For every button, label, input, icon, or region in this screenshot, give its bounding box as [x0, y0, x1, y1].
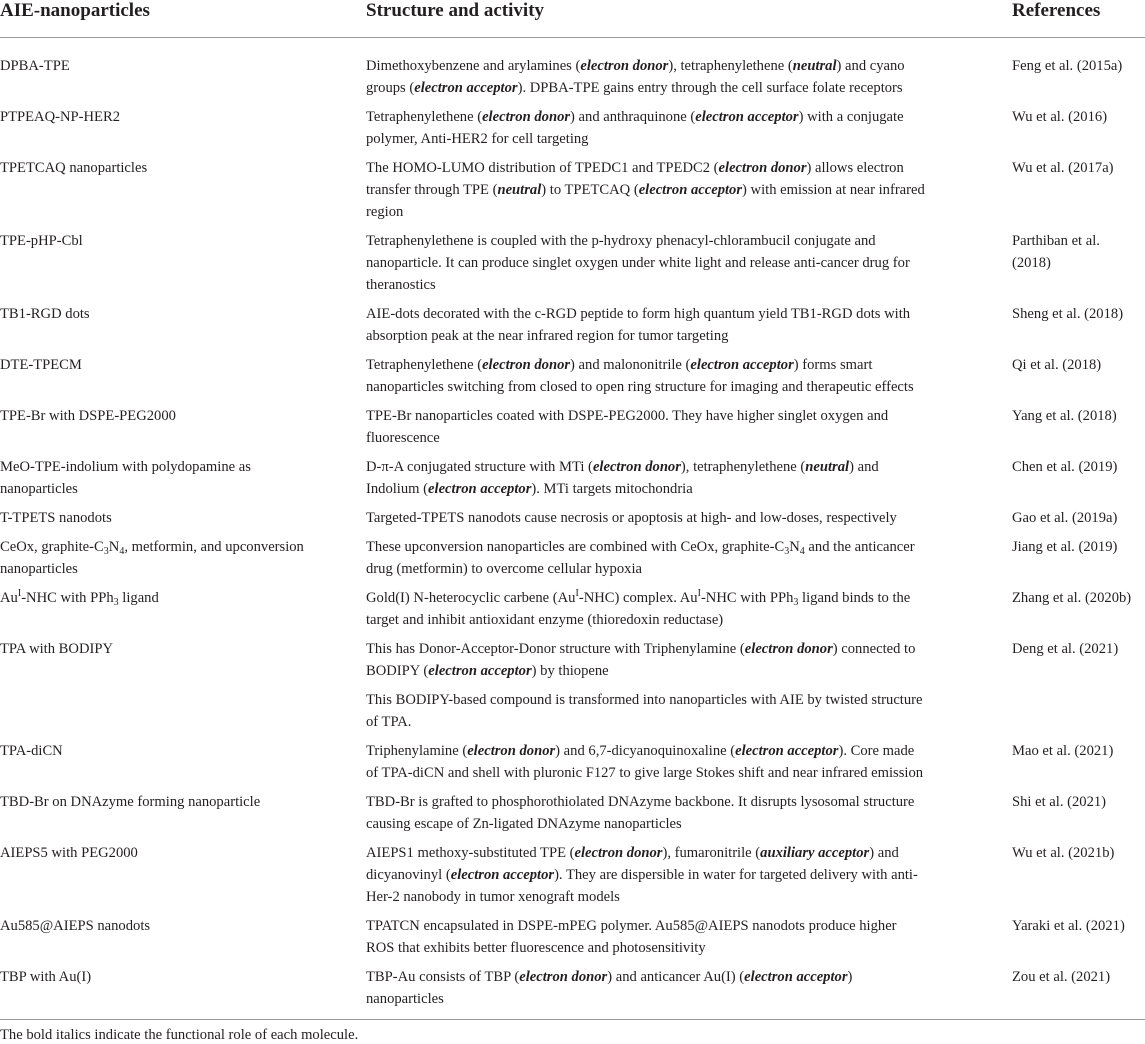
cell-nanoparticle-name: TPA-diCN — [0, 743, 63, 759]
cell-nanoparticle-name: MeO-TPE-indolium with polydopamine as nanoparticles — [0, 459, 251, 497]
cell-nanoparticle-name: TPE-Br with DSPE-PEG2000 — [0, 408, 176, 424]
functional-role: electron donor — [580, 58, 669, 74]
header-aie-nanoparticles: AIE-nanoparticles — [0, 0, 150, 21]
cell-structure-activity — [366, 740, 923, 784]
functional-role: neutral — [497, 182, 542, 198]
cell-structure-activity — [366, 842, 918, 908]
text-line: polymer, Anti-HER2 for cell targeting — [366, 131, 589, 147]
text-line: Targeted-TPETS nanodots cause necrosis or apoptosis at high- and low-doses, respectively — [366, 510, 897, 526]
functional-role: electron donor — [467, 743, 556, 759]
table-header — [0, 0, 1145, 38]
functional-role: electron acceptor — [450, 867, 555, 883]
text-line: TBD-Br is grafted to phosphorothiolated DNAzyme backbone. It disrupts lysosomal structure — [366, 794, 915, 810]
cell-nanoparticle-name: AIEPS5 with PEG2000 — [0, 845, 138, 861]
text-line: Dimethoxybenzene and arylamines (electron donor), tetraphenylethene (neutral) and cyano — [366, 58, 905, 74]
cell-nanoparticle-name: TPETCAQ nanoparticles — [0, 160, 148, 176]
functional-role: electron acceptor — [638, 182, 743, 198]
text-line: The HOMO-LUMO distribution of TPEDC1 and TPEDC2 (electron donor) allows electron — [366, 160, 904, 176]
cell-structure-activity — [366, 405, 888, 449]
cell-reference: Feng et al. (2015a) — [1012, 58, 1123, 74]
cell-nanoparticle-name: TPE-pHP-Cbl — [0, 233, 83, 249]
cell-reference: Gao et al. (2019a) — [1012, 510, 1118, 526]
text-line: absorption peak at the near infrared region for tumor targeting — [366, 328, 729, 344]
functional-role: electron donor — [482, 109, 571, 125]
functional-role: electron acceptor — [428, 663, 532, 679]
text-line: target and inhibit antioxidant enzyme (thioredoxin reductase) — [366, 612, 724, 628]
cell-reference: Yaraki et al. (2021) — [1012, 918, 1125, 934]
cell-reference: Parthiban et al. (2018) — [1012, 233, 1100, 271]
functional-role: neutral — [805, 459, 850, 475]
text-line: TPATCN encapsulated in DSPE-mPEG polymer. Au585@AIEPS nanodots produce higher — [366, 918, 897, 934]
functional-role: neutral — [792, 58, 837, 74]
cell-structure-activity — [366, 689, 923, 733]
cell-reference: Shi et al. (2021) — [1012, 794, 1107, 810]
cell-reference: Mao et al. (2021) — [1012, 743, 1114, 759]
cell-structure-activity — [366, 354, 914, 398]
cell-structure-activity — [366, 638, 915, 682]
text-line: Her-2 nanobody in tumor xenograft models — [366, 889, 620, 905]
cell-nanoparticle-name: DPBA-TPE — [0, 58, 70, 74]
functional-role: electron acceptor — [414, 80, 518, 96]
cell-reference: Wu et al. (2017a) — [1012, 160, 1114, 176]
cell-structure-activity — [366, 106, 904, 150]
cell-structure-activity — [366, 536, 915, 580]
cell-structure-activity — [366, 456, 879, 500]
functional-role: electron donor — [592, 459, 681, 475]
functional-role: electron acceptor — [690, 357, 794, 373]
text-line: AIE-dots decorated with the c-RGD peptide to form high quantum yield TB1-RGD dots with — [366, 306, 911, 322]
cell-structure-activity — [366, 966, 852, 1010]
text-line: region — [366, 204, 404, 220]
cell-structure-activity — [366, 157, 925, 223]
text-line: fluorescence — [366, 430, 440, 446]
cell-reference: Deng et al. (2021) — [1012, 641, 1119, 657]
text-line: Gold(I) N-heterocyclic carbene $(Au^I-NHC)$ complex. $Au^I$-NHC with PPh$_3$ ligand binds to the — [366, 588, 911, 608]
cell-structure-activity — [366, 230, 910, 296]
text-line: theranostics — [366, 277, 436, 293]
header-references: References — [1012, 0, 1101, 21]
cell-reference: Qi et al. (2018) — [1012, 357, 1102, 373]
cell-nanoparticle-name: TPA with BODIPY — [0, 641, 113, 657]
text-line: transfer through TPE (neutral) to TPETCAQ (electron acceptor) with emission at near infrared — [366, 182, 925, 198]
cell-nanoparticle-name: TBD-Br on DNAzyme forming nanoparticle — [0, 794, 261, 810]
cell-structure-activity — [366, 303, 910, 347]
text-line: of TPA-diCN and shell with pluronic F127 to give large Stokes shift and near infrared emission — [366, 765, 924, 781]
cell-structure-activity — [366, 587, 910, 631]
functional-role: electron donor — [744, 641, 833, 657]
text-line: Tetraphenylethene is coupled with the p-hydroxy phenacyl-chlorambucil conjugate and — [366, 233, 876, 249]
cell-nanoparticle-name: T-TPETS nanodots — [0, 510, 112, 526]
cell-nanoparticle-name: $Au^I$-NHC with PPh$_3$ ligand — [0, 588, 159, 608]
text-line: nanoparticles — [366, 991, 444, 1007]
cell-nanoparticle-name: Au585@AIEPS nanodots — [0, 918, 151, 934]
text-line: AIEPS1 methoxy-substituted TPE (electron donor), fumaronitrile (auxiliary acceptor) and — [366, 845, 899, 861]
functional-role: electron acceptor — [428, 481, 532, 497]
text-line: nanoparticle. It can produce singlet oxygen under white light and release anti-cancer drug for — [366, 255, 910, 271]
cell-reference: Zou et al. (2021) — [1012, 969, 1111, 985]
text-line: D-π-A conjugated structure with MTi (electron donor), tetraphenylethene (neutral) and — [366, 459, 879, 475]
text-line: groups (electron acceptor). DPBA-TPE gains entry through the cell surface folate receptors — [366, 80, 903, 96]
cell-nanoparticle-name: PTPEAQ-NP-HER2 — [0, 109, 120, 125]
cell-reference: Wu et al. (2016) — [1012, 109, 1108, 125]
functional-role: electron donor — [519, 969, 608, 985]
text-line: BODIPY (electron acceptor) by thiopene — [366, 663, 609, 679]
text-line: ROS that exhibits better fluorescence and photosensitivity — [366, 940, 706, 956]
functional-role: electron donor — [718, 160, 807, 176]
top-rule — [0, 37, 1145, 38]
functional-role: electron acceptor — [735, 743, 839, 759]
text-line: TBP-Au consists of TBP (electron donor) and anticancer Au(I) (electron acceptor) — [366, 969, 853, 985]
text-line: Triphenylamine (electron donor) and 6,7-dicyanoquinoxaline (electron acceptor). Core made — [366, 743, 915, 759]
cell-structure-activity — [366, 507, 897, 529]
bottom-rule — [0, 1019, 1145, 1020]
functional-role: electron donor — [574, 845, 663, 861]
header-structure-activity: Structure and activity — [366, 0, 545, 21]
text-line: This BODIPY-based compound is transformed into nanoparticles with AIE by twisted structure — [366, 692, 923, 708]
cell-reference: Jiang et al. (2019) — [1012, 539, 1118, 555]
functional-role: electron donor — [482, 357, 571, 373]
table-footnote: The bold italics indicate the functional role of each molecule. — [0, 1027, 359, 1043]
text-line: of TPA. — [366, 714, 412, 730]
cell-nanoparticle-name: DTE-TPECM — [0, 357, 82, 373]
text-line: TPE-Br nanoparticles coated with DSPE-PEG2000. They have higher singlet oxygen and — [366, 408, 889, 424]
cell-nanoparticle-name: CeOx, graphite-$C_3N_4$, metformin, and upconversion nanoparticles — [0, 539, 304, 577]
cell-reference: Chen et al. (2019) — [1012, 459, 1118, 475]
text-line: Indolium (electron acceptor). MTi targets mitochondria — [366, 481, 693, 497]
cell-reference: Sheng et al. (2018) — [1012, 306, 1124, 322]
cell-structure-activity — [366, 791, 914, 835]
text-line: dicyanovinyl (electron acceptor). They are dispersible in water for targeted delivery with anti- — [366, 867, 918, 883]
functional-role: auxiliary acceptor — [760, 845, 870, 861]
text-line: These upconversion nanoparticles are combined with CeOx, graphite-$C_3N_4$ and the anticancer — [366, 539, 915, 557]
cell-structure-activity — [366, 55, 905, 99]
text-line: Tetraphenylethene (electron donor) and malononitrile (electron acceptor) forms smart — [366, 357, 873, 373]
text-line: This has Donor-Acceptor-Donor structure with Triphenylamine (electron donor) connected to — [366, 641, 916, 657]
functional-role: electron acceptor — [744, 969, 848, 985]
functional-role: electron acceptor — [695, 109, 799, 125]
text-line: Tetraphenylethene (electron donor) and anthraquinone (electron acceptor) with a conjugate — [366, 109, 904, 125]
text-line: causing escape of Zn-ligated DNAzyme nanoparticles — [366, 816, 682, 832]
cell-reference: Yang et al. (2018) — [1012, 408, 1117, 424]
cell-reference: Wu et al. (2021b) — [1012, 845, 1115, 861]
cell-structure-activity — [366, 915, 897, 959]
text-line: nanoparticles switching from closed to open ring structure for imaging and therapeutic effects — [366, 379, 914, 395]
cell-reference: Zhang et al. (2020b) — [1012, 590, 1132, 606]
text-line: drug (metformin) to overcome cellular hypoxia — [366, 561, 642, 577]
cell-nanoparticle-name: TBP with Au(I) — [0, 969, 92, 985]
cell-nanoparticle-name: TB1-RGD dots — [0, 306, 90, 322]
